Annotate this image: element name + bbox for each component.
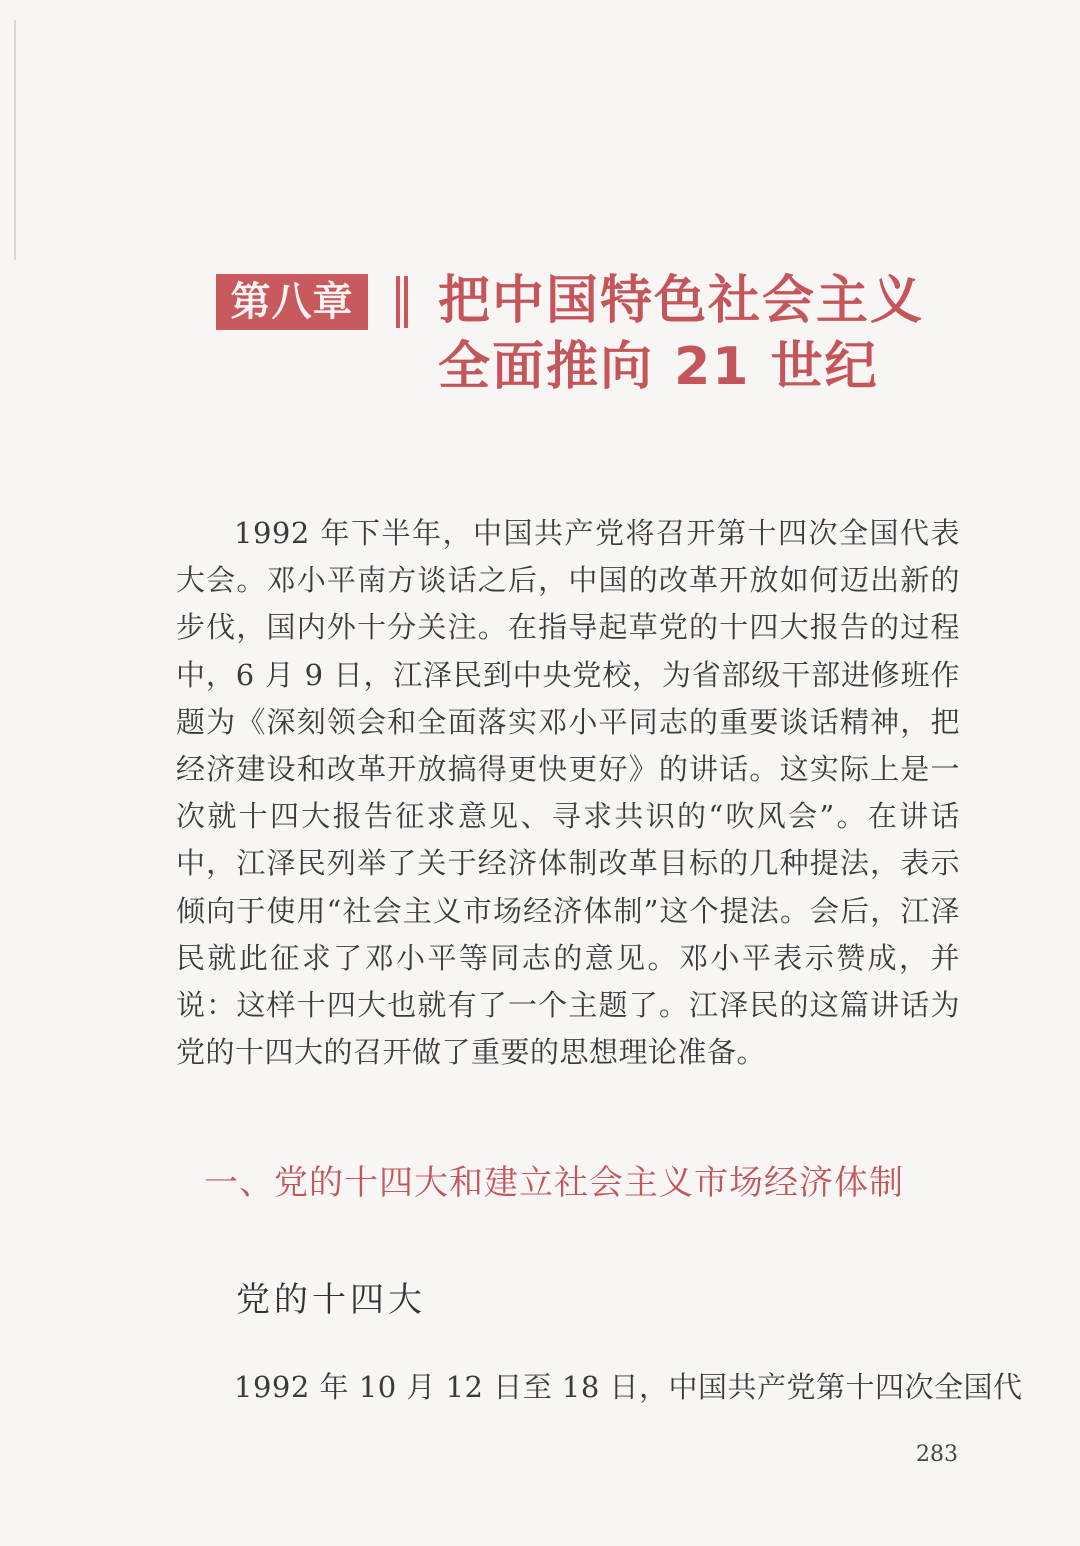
chapter-header xyxy=(216,268,936,398)
page-spine-shadow xyxy=(14,20,16,260)
section-heading: 一、党的十四大和建立社会主义市场经济体制 xyxy=(204,1163,904,1203)
chapter-title-line-1: 把中国特色社会主义 xyxy=(438,271,925,331)
title-divider-bar xyxy=(396,276,400,328)
chapter-label-badge: 第八章 xyxy=(216,274,368,330)
page-number: 283 xyxy=(916,1442,958,1467)
subsection-heading: 党的十四大 xyxy=(236,1280,426,1320)
title-divider-bar xyxy=(404,276,408,328)
chapter-title xyxy=(438,268,938,400)
intro-paragraph: 1992 年下半年，中国共产党将召开第十四次全国代表大会。邓小平南方谈话之后，中国的改革开放如何迈出新的步伐，国内外十分关注。在指导起草党的十四大报告的过程中，6 月 9 日，江泽民到中央党校，为省部级干部进修班作题为《深刻领会和全面落实邓小平同志的重要谈话精神，把经济建设和改革开放搞得更快更好》的讲话。这实际上是一次就十四大报告征求意见、寻求共识的“吹风会”。在讲话中，江泽民列举了关于经济体制改革目标的几种提法，表示倾向于使用“社会主义市场经济体制”这个提法。会后，江泽民就此征求了邓小平等同志的意见。邓小平表示赞成，并说：这样十四大也就有了一个主题了。江泽民的这篇讲话为党的十四大的召开做了重要的思想理论准备。 xyxy=(176,516,960,1070)
second-paragraph: 1992 年 10 月 12 日至 18 日，中国共产党第十四次全国代 xyxy=(234,1370,1023,1404)
chapter-title-line-2: 全面推向 21 世纪 xyxy=(438,337,879,397)
